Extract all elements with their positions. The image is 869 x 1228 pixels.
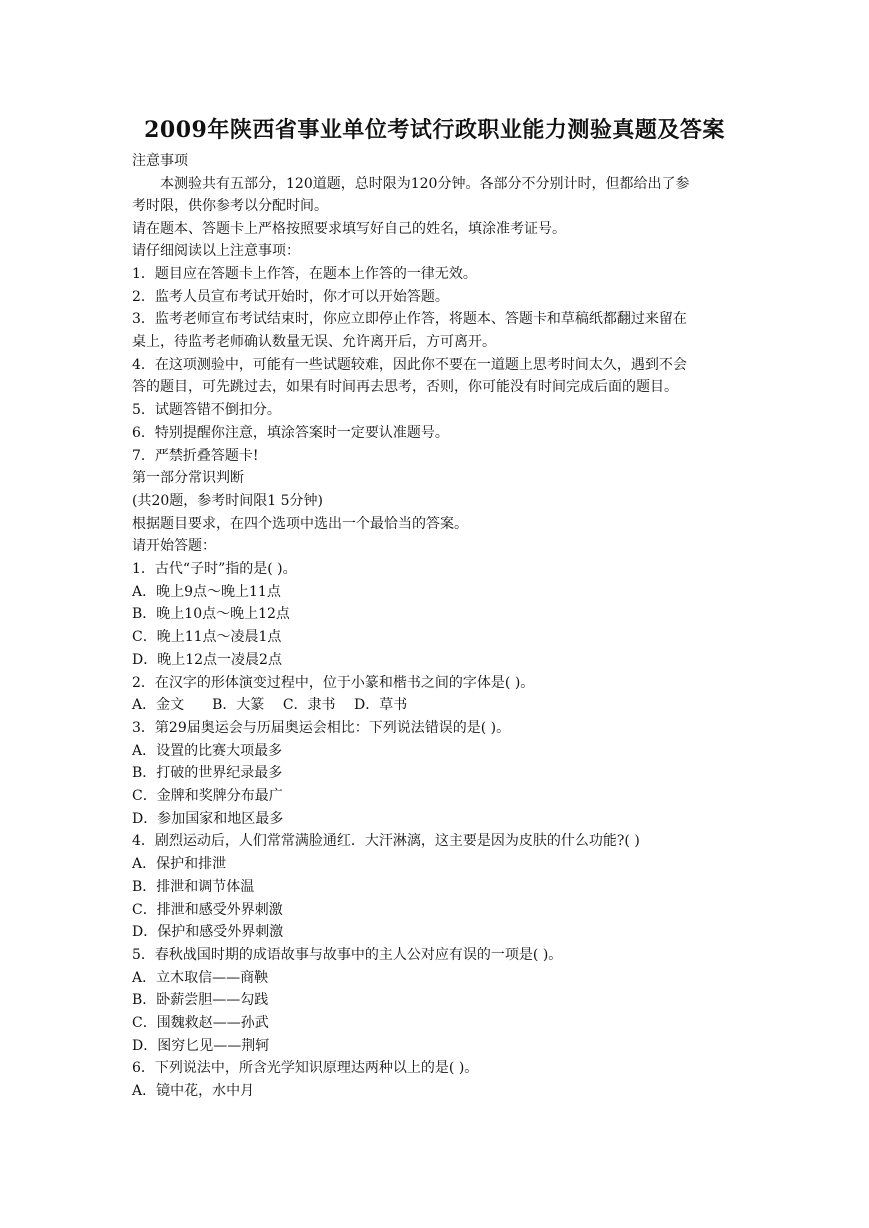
option-text: A．金文 B．大篆 C．隶书 D．草书 [132, 697, 408, 713]
text-line: 注意事项 [132, 153, 188, 169]
option-text: C．排泄和感受外界刺激 [132, 902, 283, 918]
question-text: 1．古代“子时”指的是( )。 [132, 561, 297, 577]
text-line: 6．特别提醒你注意，填涂答案时一定要认准题号。 [132, 425, 449, 441]
question-text: 2．在汉字的形体演变过程中，位于小篆和楷书之间的字体是( )。 [132, 675, 535, 691]
option-text: A．设置的比赛大项最多 [132, 743, 283, 759]
option-text: C．金牌和奖牌分布最广 [132, 788, 283, 804]
option-text: D．晚上12点一凌晨2点 [132, 652, 282, 668]
text-line: (共20题，参考时间限1 5分钟) [132, 493, 324, 509]
question-text: 4．剧烈运动后，人们常常满脸通红．大汗淋漓，这主要是因为皮肤的什么功能?( ) [132, 833, 640, 849]
option-text: D．图穷匕见——荆轲 [132, 1038, 270, 1054]
section-heading: 第一部分常识判断 [132, 470, 244, 486]
option-text: D．保护和感受外界刺激 [132, 924, 284, 940]
option-text: B．晚上10点～晚上12点 [132, 606, 290, 622]
option-text: C．晚上11点～凌晨1点 [132, 629, 282, 645]
question-text: 3．第29届奥运会与历届奥运会相比：下列说法错误的是( )。 [132, 720, 511, 736]
option-text: A．镜中花，水中月 [132, 1083, 255, 1099]
text-line: 3．监考老师宣布考试结束时，你应立即停止作答，将题本、答题卡和草稿纸都翻过来留在 [132, 311, 687, 327]
text-line: 请在题本、答题卡上严格按照要求填写好自己的姓名，填涂准考证号。 [132, 221, 566, 237]
option-text: C．围魏救赵——孙武 [132, 1015, 269, 1031]
option-text: B．卧薪尝胆——勾践 [132, 992, 269, 1008]
text-line: 本测验共有五部分，120道题，总时限为120分钟。各部分不分别计时，但都给出了参 [160, 176, 690, 192]
option-text: A．立木取信——商鞅 [132, 970, 269, 986]
option-text: D．参加国家和地区最多 [132, 811, 284, 827]
text-line: 桌上，待监考老师确认数量无误、允许离开后，方可离开。 [132, 334, 496, 350]
document-title: 2009年陕西省事业单位考试行政职业能力测验真题及答案 [144, 117, 725, 143]
option-text: A．晚上9点～晚上11点 [132, 584, 281, 600]
option-text: B．排泄和调节体温 [132, 879, 255, 895]
question-text: 5．春秋战国时期的成语故事与故事中的主人公对应有误的一项是( )。 [132, 947, 563, 963]
text-line: 7．严禁折叠答题卡! [132, 448, 259, 464]
option-text: A．保护和排泄 [132, 856, 227, 872]
text-line: 5．试题答错不倒扣分。 [132, 402, 281, 418]
question-text: 6．下列说法中，所含光学知识原理达两种以上的是( )。 [132, 1060, 479, 1076]
text-line: 请开始答题： [132, 538, 216, 554]
text-line: 4．在这项测验中，可能有一些试题较难，因此你不要在一道题上思考时间太久，遇到不会 [132, 357, 687, 373]
text-line: 根据题目要求，在四个选项中选出一个最恰当的答案。 [132, 516, 468, 532]
option-text: B．打破的世界纪录最多 [132, 765, 283, 781]
text-line: 请仔细阅读以上注意事项： [132, 243, 300, 259]
text-line: 答的题目，可先跳过去，如果有时间再去思考，否则，你可能没有时间完成后面的题目。 [132, 379, 678, 395]
text-line: 2．监考人员宣布考试开始时，你才可以开始答题。 [132, 289, 449, 305]
text-line: 考时限，供你参考以分配时间。 [132, 198, 328, 214]
text-line: 1．题目应在答题卡上作答，在题本上作答的一律无效。 [132, 266, 477, 282]
